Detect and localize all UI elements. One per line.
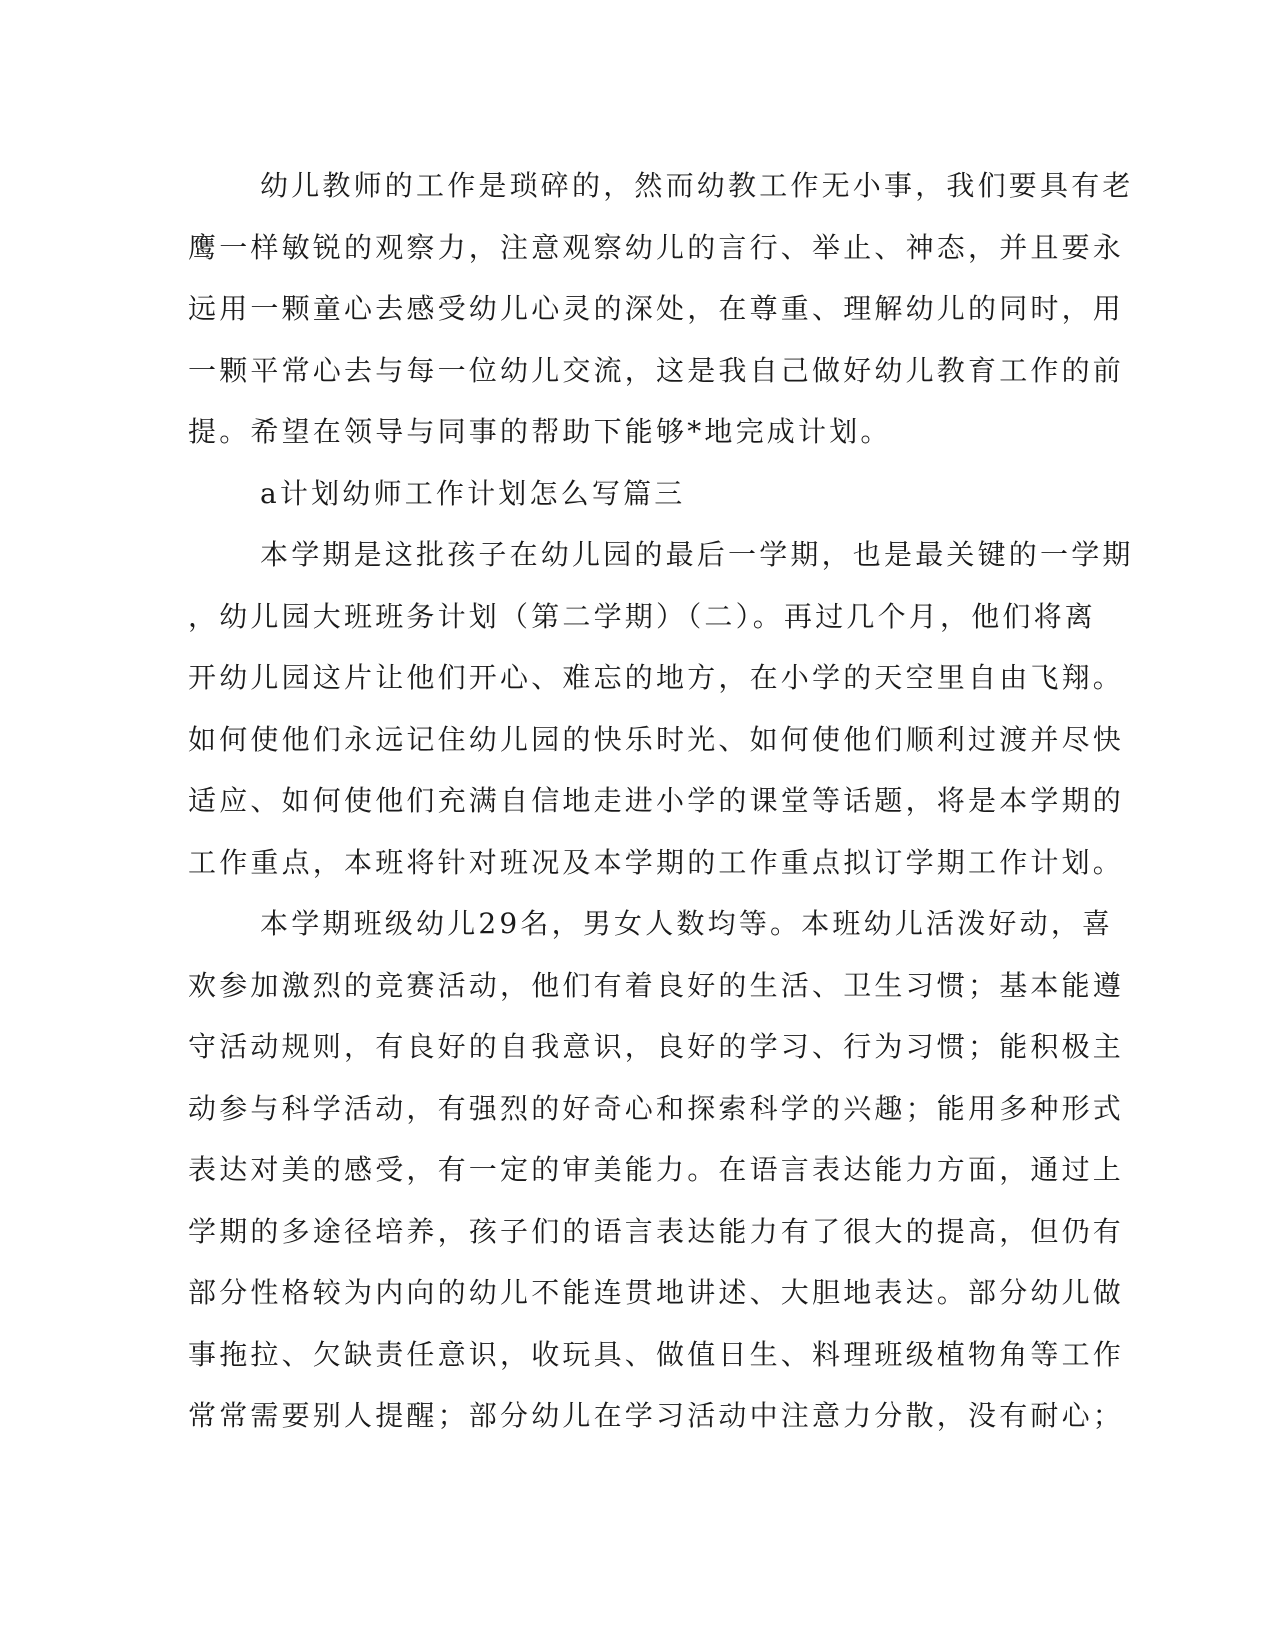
paragraph-line: 远用一颗童心去感受幼儿心灵的深处，在尊重、理解幼儿的同时，用: [188, 292, 1125, 325]
paragraph-line: 部分性格较为内向的幼儿不能连贯地讲述、大胆地表达。部分幼儿做: [188, 1276, 1125, 1309]
paragraph-line: 提。希望在领导与同事的帮助下能够*地完成计划。: [188, 415, 892, 448]
paragraph-line: 适应、如何使他们充满自信地走进小学的课堂等话题，将是本学期的: [188, 784, 1125, 817]
paragraph-line: 幼儿教师的工作是琐碎的，然而幼教工作无小事，我们要具有老: [260, 169, 1134, 202]
document-body: [188, 155, 1134, 1447]
paragraph-line: 守活动规则，有良好的自我意识，良好的学习、行为习惯；能积极主: [188, 1030, 1125, 1063]
paragraph-line: 学期的多途径培养，孩子们的语言表达能力有了很大的提高，但仍有: [188, 1214, 1125, 1248]
paragraph-line: 本学期是这批孩子在幼儿园的最后一学期，也是最关键的一学期: [260, 538, 1134, 571]
paragraph-line: 动参与科学活动，有强烈的好奇心和探索科学的兴趣；能用多种形式: [188, 1091, 1125, 1125]
paragraph-line: 开幼儿园这片让他们开心、难忘的地方，在小学的天空里自由飞翔。: [188, 661, 1125, 694]
paragraph-line: 欢参加激烈的竞赛活动，他们有着良好的生活、卫生习惯；基本能遵: [188, 968, 1125, 1002]
paragraph-line: 表达对美的感受，有一定的审美能力。在语言表达能力方面，通过上: [188, 1153, 1125, 1186]
paragraph-line: ，幼儿园大班班务计划（第二学期）（二）。再过几个月，他们将离: [188, 599, 1097, 633]
paragraph-line: 常常需要别人提醒；部分幼儿在学习活动中注意力分散，没有耐心；: [188, 1399, 1125, 1432]
section-heading: a计划幼师工作计划怎么写篇三: [260, 476, 686, 510]
paragraph-line: 鹰一样敏锐的观察力，注意观察幼儿的言行、举止、神态，并且要永: [188, 230, 1125, 264]
paragraph-line: 一颗平常心去与每一位幼儿交流，这是我自己做好幼儿教育工作的前: [188, 353, 1125, 387]
paragraph-line: 工作重点，本班将针对班况及本学期的工作重点拟订学期工作计划。: [188, 845, 1125, 879]
paragraph-line: 如何使他们永远记住幼儿园的快乐时光、如何使他们顺利过渡并尽快: [188, 722, 1125, 756]
paragraph-line: 本学期班级幼儿29名，男女人数均等。本班幼儿活泼好动，喜: [260, 907, 1114, 940]
paragraph-line: 事拖拉、欠缺责任意识，收玩具、做值日生、料理班级植物角等工作: [188, 1337, 1125, 1371]
